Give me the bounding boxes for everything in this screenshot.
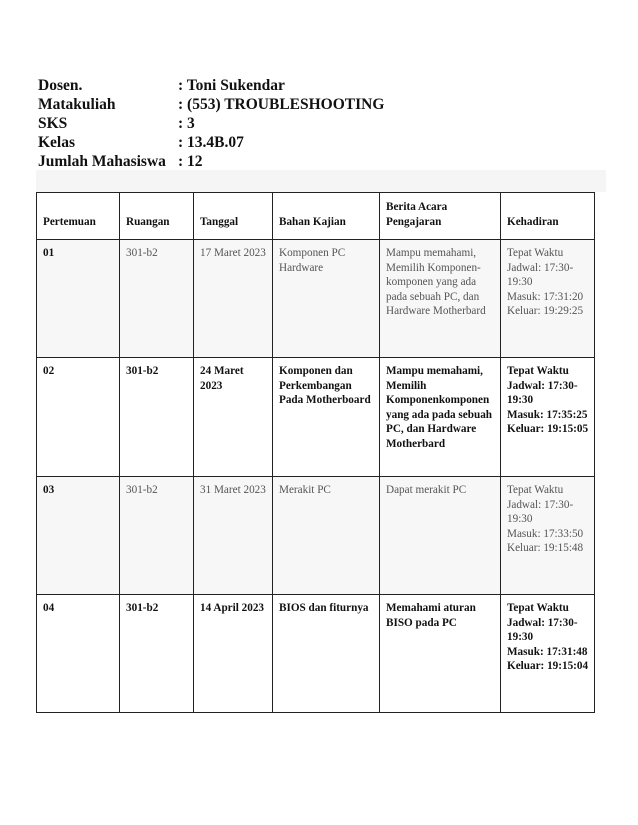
header-band <box>36 170 606 192</box>
attendance-schedule: Jadwal: 17:30-19:30 <box>507 616 578 643</box>
lecturer-row <box>38 76 384 95</box>
meeting-cell: 02 <box>37 358 120 477</box>
date-cell: 24 Maret 2023 <box>194 358 273 477</box>
topic-cell: Komponen PC Hardware <box>273 240 380 358</box>
meeting-cell: 01 <box>37 240 120 358</box>
col-header-report: Berita Acara Pengajaran <box>380 193 501 240</box>
topic-cell: Merakit PC <box>273 477 380 595</box>
date-cell: 17 Maret 2023 <box>194 240 273 358</box>
attendance-out: Keluar: 19:29:25 <box>507 305 584 317</box>
col-header-attendance: Kehadiran <box>501 193 595 240</box>
meeting-cell: 04 <box>37 595 120 713</box>
meeting-cell: 03 <box>37 477 120 595</box>
attendance-schedule: Jadwal: 17:30-19:30 <box>507 261 574 288</box>
attendance-status: Tepat Waktu <box>507 602 569 614</box>
table-row <box>37 477 595 595</box>
student-count-label: Jumlah Mahasiswa <box>38 153 166 170</box>
date-cell: 14 April 2023 <box>194 595 273 713</box>
col-header-room: Ruangan <box>120 193 194 240</box>
attendance-status: Tepat Waktu <box>507 365 569 377</box>
course-value: : (553) TROUBLESHOOTING <box>178 96 385 113</box>
col-header-meeting: Pertemuan <box>37 193 120 240</box>
attendance-in: Masuk: 17:33:50 <box>507 527 584 540</box>
attendance-out: Keluar: 19:15:05 <box>507 423 589 435</box>
attendance-status: Tepat Waktu <box>507 484 564 496</box>
report-cell: Mampu memahami, Memilih Komponenkomponen yang ada pada sebuah PC, dan Hardware Motherbard <box>380 358 501 477</box>
class-value: : 13.4B.07 <box>178 134 244 151</box>
lecturer-value: : Toni Sukendar <box>178 77 285 94</box>
student-count-value: : 12 <box>178 153 203 170</box>
attendance-cell <box>501 358 595 477</box>
student-count-row <box>38 152 384 171</box>
report-cell: Mampu memahami, Memilih Komponen-komponen yang ada pada sebuah PC, dan Hardware Motherbard <box>380 240 501 358</box>
table-row <box>37 595 595 713</box>
credits-value: : 3 <box>178 115 195 132</box>
attendance-table <box>36 192 595 713</box>
attendance-schedule: Jadwal: 17:30-19:30 <box>507 379 578 406</box>
attendance-cell <box>501 477 595 595</box>
col-header-topic: Bahan Kajian <box>273 193 380 240</box>
date-cell: 31 Maret 2023 <box>194 477 273 595</box>
room-cell: 301-b2 <box>120 240 194 358</box>
lecturer-label: Dosen. <box>38 77 83 94</box>
attendance-cell <box>501 595 595 713</box>
table-row <box>37 358 595 477</box>
attendance-out: Keluar: 19:15:48 <box>507 542 584 554</box>
room-cell: 301-b2 <box>120 595 194 713</box>
attendance-in: Masuk: 17:31:20 <box>507 290 584 303</box>
course-info <box>38 76 384 171</box>
course-label: Matakuliah <box>38 96 116 113</box>
table-row <box>37 240 595 358</box>
attendance-status: Tepat Waktu <box>507 247 564 259</box>
topic-cell: BIOS dan fiturnya <box>273 595 380 713</box>
attendance-in: Masuk: 17:31:48 <box>507 645 588 658</box>
attendance-cell <box>501 240 595 358</box>
report-cell: Memahami aturan BISO pada PC <box>380 595 501 713</box>
attendance-schedule: Jadwal: 17:30-19:30 <box>507 498 574 525</box>
report-cell: Dapat merakit PC <box>380 477 501 595</box>
credits-row <box>38 114 384 133</box>
attendance-in: Masuk: 17:35:25 <box>507 408 588 421</box>
class-row <box>38 133 384 152</box>
room-cell: 301-b2 <box>120 477 194 595</box>
course-row <box>38 95 384 114</box>
attendance-out: Keluar: 19:15:04 <box>507 660 589 672</box>
topic-cell: Komponen dan Perkembangan Pada Motherboard <box>273 358 380 477</box>
table-header-row <box>37 193 595 240</box>
room-cell: 301-b2 <box>120 358 194 477</box>
col-header-date: Tanggal <box>194 193 273 240</box>
credits-label: SKS <box>38 115 68 132</box>
class-label: Kelas <box>38 134 76 151</box>
